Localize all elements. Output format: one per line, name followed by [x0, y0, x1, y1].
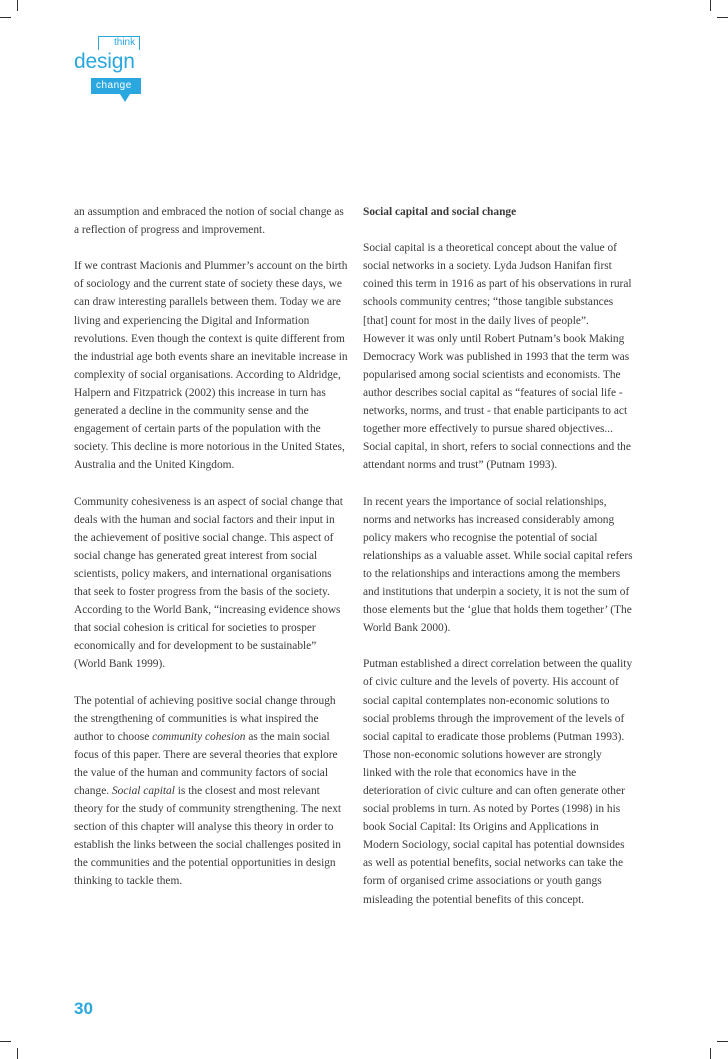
right-column [363, 203, 633, 927]
crop-mark-bottom-left-v [17, 1048, 18, 1059]
left-p4-emphasis-social-capital: Social capital [111, 785, 175, 797]
logo-think-text: think [114, 37, 136, 48]
left-p4-emphasis-community-cohesion: community cohesion [152, 730, 246, 743]
left-paragraph-2: If we contrast Macionis and Plummer’s account on the birth of sociology and the current state of society these days, we can draw interesting parallels between them. Today we are living and experiencing the Digital and Information revolutions. Even though the context is quite different from the industrial age both events share an inevitable increase in complexity of social organisations. According to Aldridge, Halpern and Fitzpatrick (2002) this increase in turn has generated a decline in the community sense and the engagement of certain parts of the population with the society. This decline is more notorious in the United States, Australia and the United Kingdom. [74, 260, 348, 472]
logo-design-text: design [74, 50, 135, 73]
left-p4-text-b: as the main social focus of this paper. There are several theories that explore the value of the human and community factors of social change. [74, 730, 338, 797]
crop-mark-top-right-v [710, 0, 711, 11]
page-number: 30 [74, 999, 93, 1018]
crop-mark-bottom-left-h [0, 1041, 11, 1042]
crop-mark-bottom-right-h [717, 1041, 728, 1042]
logo-change-text: change [96, 80, 132, 91]
right-paragraph-3: Putman established a direct correlation between the quality of civic culture and the levels of poverty. His account of social capital contemplates non-economic solutions to social problems through the improvement of the levels of social capital to eradicate those problems (Putman 1993). Those non-economic solutions however are strongly linked with the role that economics have in the deterioration of civic culture and can often generate other social problems in turn. As noted by Portes (1998) in his book Social Capital: Its Origins and Applications in Modern Sociology, social capital has potential downsides as well as potential benefits, social networks can take the form of organised crime associations or youth gangs misleading the potential benefits of this concept. [363, 658, 633, 906]
left-paragraph-3: Community cohesiveness is an aspect of social change that deals with the human and social factors and their input in the achievement of positive social change. This aspect of social change has generated great interest from social scientists, policy makers, and international organisations that seek to foster progress from the basis of the society. According to the World Bank, “increasing evidence shows that social cohesion is critical for societies to prosper economically and for development to be sustainable” (World Bank 1999). [74, 495, 343, 671]
left-paragraph-4 [74, 692, 348, 891]
left-column [74, 203, 348, 909]
right-paragraph-1: Social capital is a theoretical concept about the value of social networks in a society. Lyda Judson Hanifan first coined this term in 1916 as part of his observations in rural schools community centres; “those tangible substances [that] count for most in the daily lives of people”. However it was only until Robert Putnam’s book Making Democracy Work was published in 1993 that the term was popularised among social scientists and economists. The author describes social capital as “features of social life - networks, norms, and trust - that enable participants to act together more effectively to pursue shared objectives... Social capital, in short, refers to social connections and the attendant norms and trust” (Putnam 1993). [363, 242, 632, 472]
think-design-change-logo [76, 36, 140, 98]
left-p4-text-c: is the closest and most relevant theory for the study of community strengthening. The next section of this chapter will analyse this theory in order to establish the links between the social challenges posited in the communities and the potential opportunities in design thinking to tackle them. [74, 785, 342, 888]
section-heading: Social capital and social change [363, 206, 517, 218]
crop-mark-top-left-h [0, 17, 11, 18]
left-paragraph-1: an assumption and embraced the notion of social change as a reflection of progress and improvement. [74, 206, 344, 237]
crop-mark-top-left-v [17, 0, 18, 11]
left-p4-text-a: The potential of achieving positive social change through the strengthening of communities is what inspired the author to choose [74, 694, 336, 743]
right-paragraph-2: In recent years the importance of social relationships, norms and networks has increased considerably among policy makers who recognise the potential of social relationships as a valuable asset. While social capital refers to the relationships and interactions among the members and institutions that underpin a society, it is not the sum of those elements but the ‘glue that holds them together’ (The World Bank 2000). [363, 495, 633, 635]
crop-mark-top-right-h [717, 17, 728, 18]
logo-pointer-icon [120, 94, 130, 102]
crop-mark-bottom-right-v [710, 1048, 711, 1059]
